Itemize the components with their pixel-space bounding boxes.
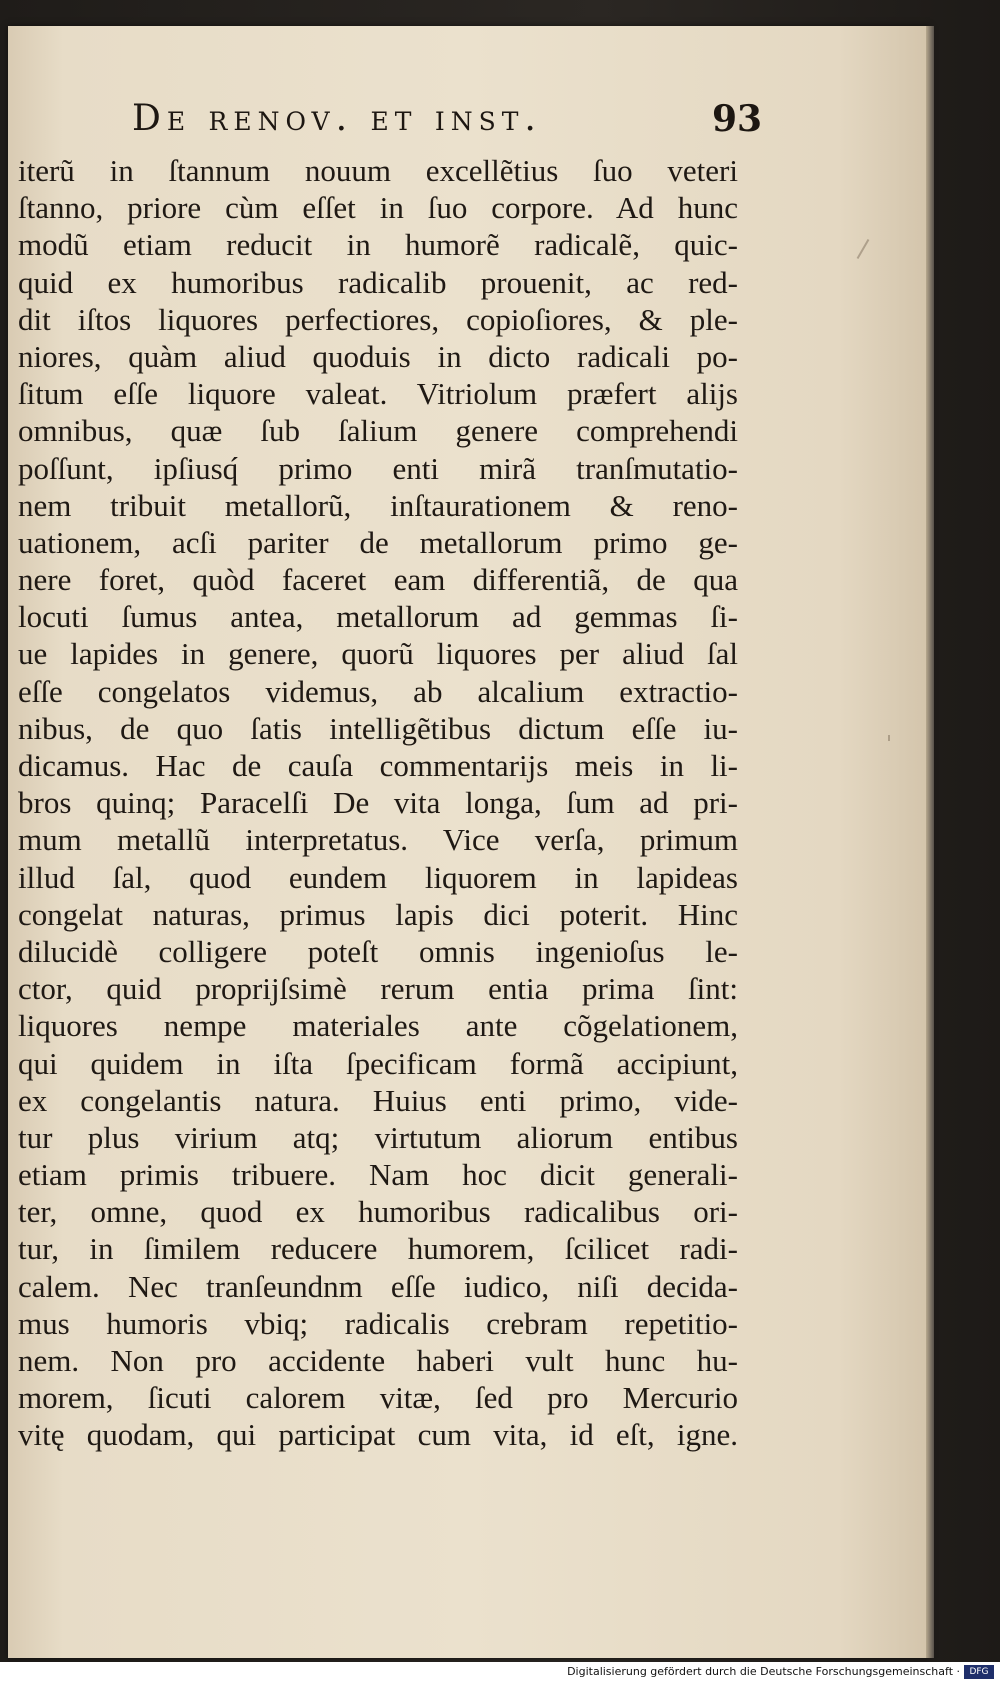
text-line: niores, quàm aliud quoduis in dicto radicali po- [18,338,738,374]
text-line: uationem, acſi pariter de metallorum primo ge- [18,524,738,560]
text-line: iterũ in ſtannum nouum excellẽtius ſuo veteri [18,153,738,188]
text-line: vitę quodam, qui participat cum vita, id eſt, igne. [18,1417,738,1453]
text-line: modũ etiam reducit in humorẽ radicalẽ, quic- [18,227,738,263]
margin-mark [888,735,890,741]
footer-credit: Digitalisierung gefördert durch die Deutsche Forschungsgemeinschaft · [567,1665,960,1678]
text-block [18,152,738,1454]
text-line: eſſe congelatos videmus, ab alcalium extractio- [18,673,738,709]
text-line: ſtanno, priore cùm eſſet in ſuo corpore. Ad hunc [18,190,738,226]
text-line: ter, omne, quod ex humoribus radicalibus ori- [18,1194,738,1230]
text-line: qui quidem in iſta ſpecificam formã accipiunt, [18,1045,738,1081]
text-line: mus humoris vbiq; radicalis crebram repetitio- [18,1305,738,1341]
text-line: mum metallũ interpretatus. Vice verſa, primum [18,822,738,858]
text-line: bros quinq; Paracelſi De vita longa, ſum ad pri- [18,785,738,821]
text-line: poſſunt, ipſiusq́ primo enti mirã tranſmutatio- [18,450,738,486]
text-line: locuti ſumus antea, metallorum ad gemmas ſi- [18,599,738,635]
text-line: congelat naturas, primus lapis dici poterit. Hinc [18,896,738,932]
page-number: 93 [712,98,763,140]
text-line: ue lapides in genere, quorũ liquores per aliud ſal [18,636,738,672]
text-line: nibus, de quo ſatis intelligẽtibus dictum eſſe iu- [18,710,738,746]
text-line: nere foret, quòd faceret eam differentiã, de qua [18,562,738,598]
text-line: ctor, quid proprijſsimè rerum entia prima ſint: [18,971,738,1007]
text-line: etiam primis tribuere. Nam hoc dicit generali- [18,1157,738,1193]
text-line: tur plus virium atq; virtutum aliorum entibus [18,1119,738,1155]
text-line: dit iſtos liquores perfectiores, copioſiores, & ple- [18,301,738,337]
running-head: De renov. et inst. [132,98,542,139]
text-line: tur, in ſimilem reducere humorem, ſcilicet radi- [18,1231,738,1267]
footer-bar [0,1662,1000,1683]
text-line: omnibus, quæ ſub ſalium genere comprehendi [18,413,738,449]
text-line: nem tribuit metallorũ, inſtaurationem & reno- [18,487,738,523]
text-line: morem, ſicuti calorem vitæ, ſed pro Mercurio [18,1380,738,1416]
text-line: illud ſal, quod eundem liquorem in lapideas [18,859,738,895]
text-line: nem. Non pro accidente haberi vult hunc hu- [18,1343,738,1378]
text-line: dicamus. Hac de cauſa commentarijs meis in li- [18,748,738,783]
text-line: quid ex humoribus radicalib prouenit, ac red- [18,264,738,300]
page-edge [926,26,934,1658]
text-line: ſitum eſſe liquore valeat. Vitriolum præfert alijs [18,376,738,412]
text-line: liquores nempe materiales ante cõgelationem, [18,1008,738,1044]
text-line: ex congelantis natura. Huius enti primo, vide- [18,1082,738,1118]
text-line: calem. Nec tranſeundnm eſſe iudico, niſi decida- [18,1268,738,1304]
dfg-logo: DFG [964,1665,994,1679]
text-line: dilucidè colligere poteſt omnis ingenioſus le- [18,933,738,969]
